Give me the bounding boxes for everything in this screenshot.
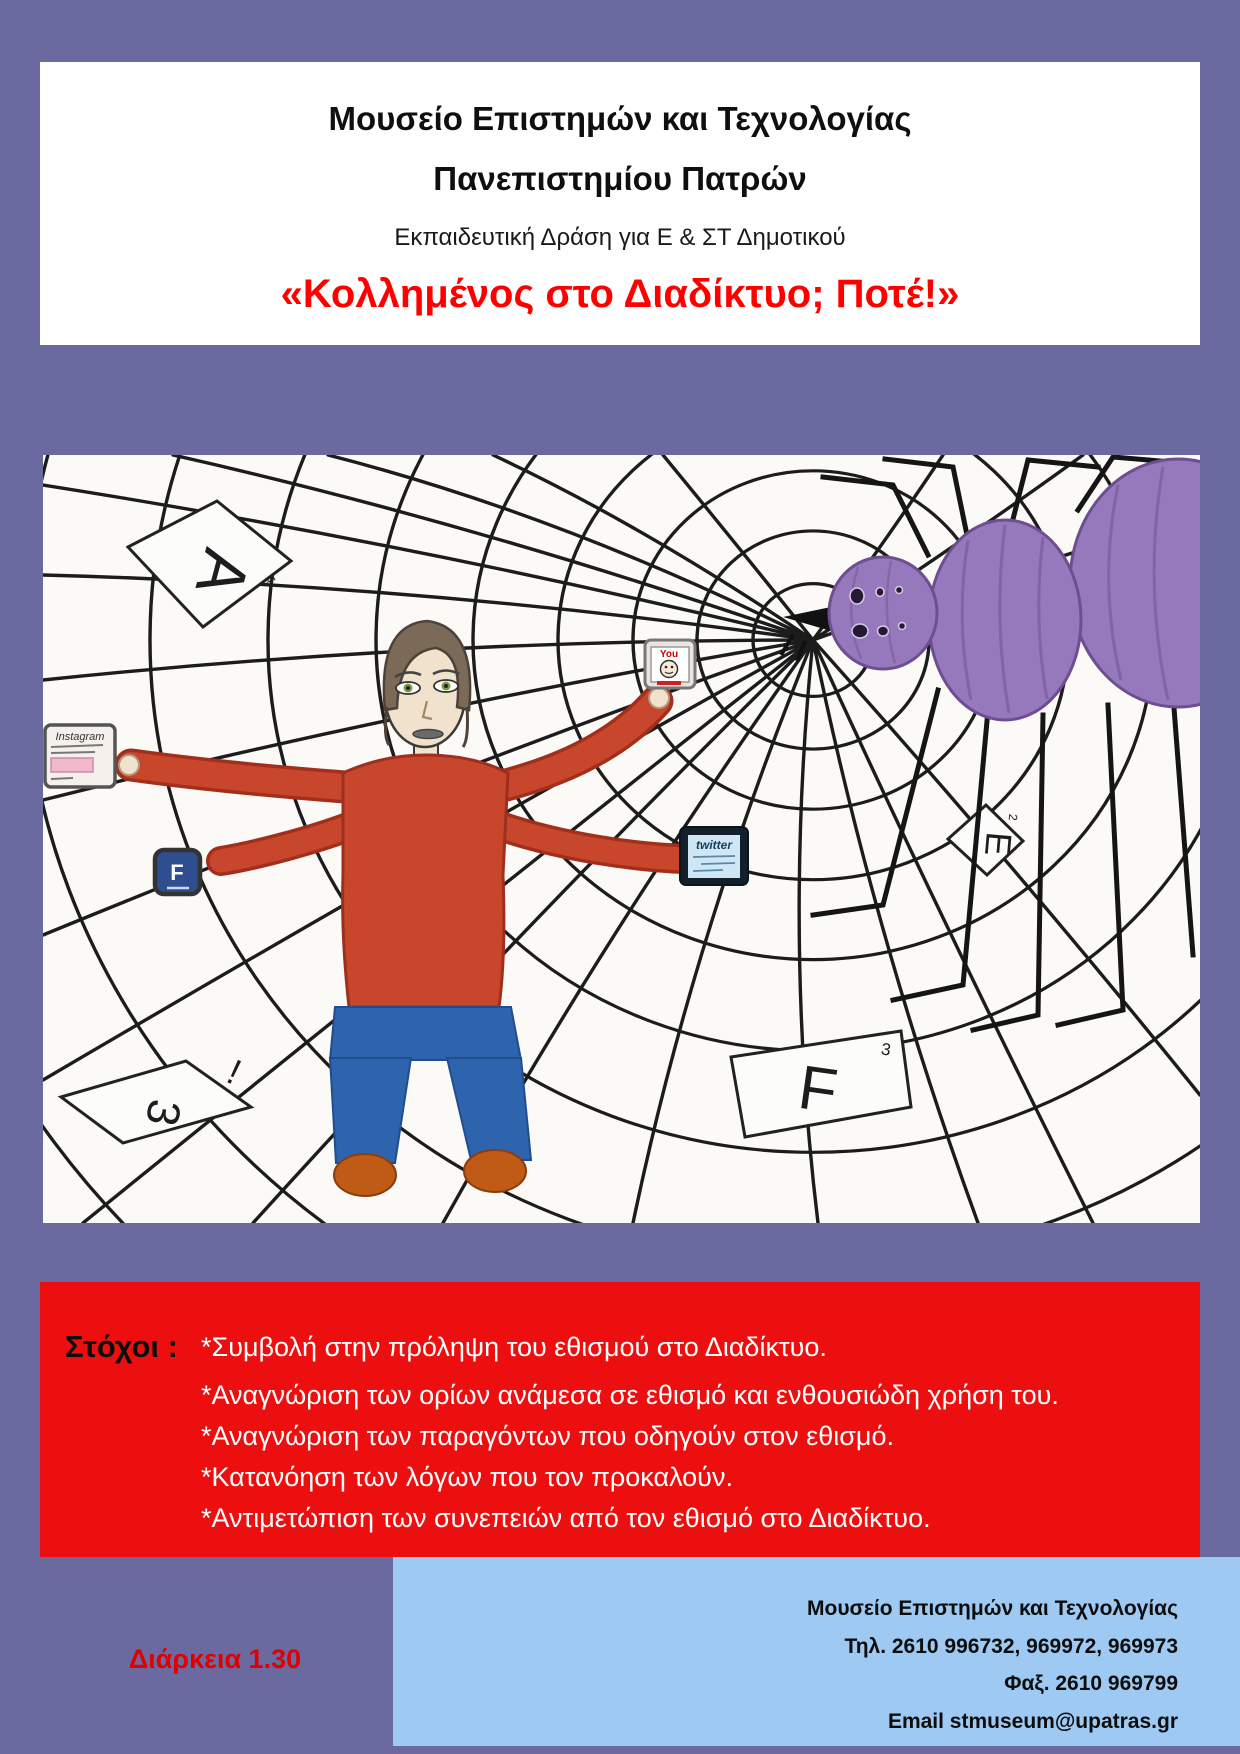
svg-text:!: ! xyxy=(221,1050,248,1093)
svg-text:You: You xyxy=(659,649,679,660)
svg-text:Instagram: Instagram xyxy=(55,731,105,743)
instagram-phone-icon xyxy=(45,725,115,787)
letter-tile-e xyxy=(948,805,1023,875)
facebook-device-icon xyxy=(155,850,200,894)
poster-illustration xyxy=(43,455,1200,1223)
objective-item: *Κατανόηση των λόγων που τον προκαλούν. xyxy=(201,1462,733,1492)
svg-text:A: A xyxy=(181,542,265,604)
activity-title: «Κολλημένος στο Διαδίκτυο; Ποτέ!» xyxy=(280,272,960,316)
contact-box xyxy=(393,1557,1240,1746)
svg-text:F: F xyxy=(170,860,184,885)
letter-tile-three xyxy=(61,1051,251,1143)
svg-text:ω: ω xyxy=(262,574,281,590)
header-box xyxy=(40,62,1200,345)
contact-name: Μουσείο Επιστημών και Τεχνολογίας xyxy=(807,1597,1178,1620)
twitter-tablet-icon xyxy=(680,827,748,885)
objective-item: *Αντιμετώπιση των συνεπειών από τον εθισμό στο Διαδίκτυο. xyxy=(201,1503,931,1533)
svg-text:F: F xyxy=(794,1052,842,1127)
contact-phone: Τηλ. 2610 996732, 969972, 969973 xyxy=(844,1634,1178,1658)
objective-item: *Συμβολή στην πρόληψη του εθισμού στο Διαδίκτυο. xyxy=(201,1332,827,1362)
svg-text:E: E xyxy=(976,830,1020,858)
museum-title-line2: Πανεπιστημίου Πατρών xyxy=(433,160,807,197)
contact-fax: Φαξ. 2610 969799 xyxy=(1004,1672,1178,1695)
svg-text:2: 2 xyxy=(1005,813,1021,822)
header-subtitle: Εκπαιδευτική Δράση για Ε & ΣΤ Δημοτικού xyxy=(394,224,846,251)
museum-title-line1: Μουσείο Επιστημών και Τεχνολογίας xyxy=(328,100,912,137)
objectives-box xyxy=(40,1282,1200,1557)
svg-text:3: 3 xyxy=(135,1095,192,1130)
youtube-phone-icon xyxy=(645,640,695,688)
svg-text:3: 3 xyxy=(879,1039,893,1060)
svg-text:twitter: twitter xyxy=(696,838,732,852)
objective-item: *Αναγνώριση των ορίων ανάμεσα σε εθισμό και ενθουσιώδη χρήση του. xyxy=(201,1380,1059,1410)
duration-text: Διάρκεια 1.30 xyxy=(128,1644,302,1674)
contact-email: Email stmuseum@upatras.gr xyxy=(887,1709,1178,1733)
objective-item: *Αναγνώριση των παραγόντων που οδηγούν στον εθισμό. xyxy=(201,1421,894,1451)
objectives-label: Στόχοι : xyxy=(65,1329,178,1364)
